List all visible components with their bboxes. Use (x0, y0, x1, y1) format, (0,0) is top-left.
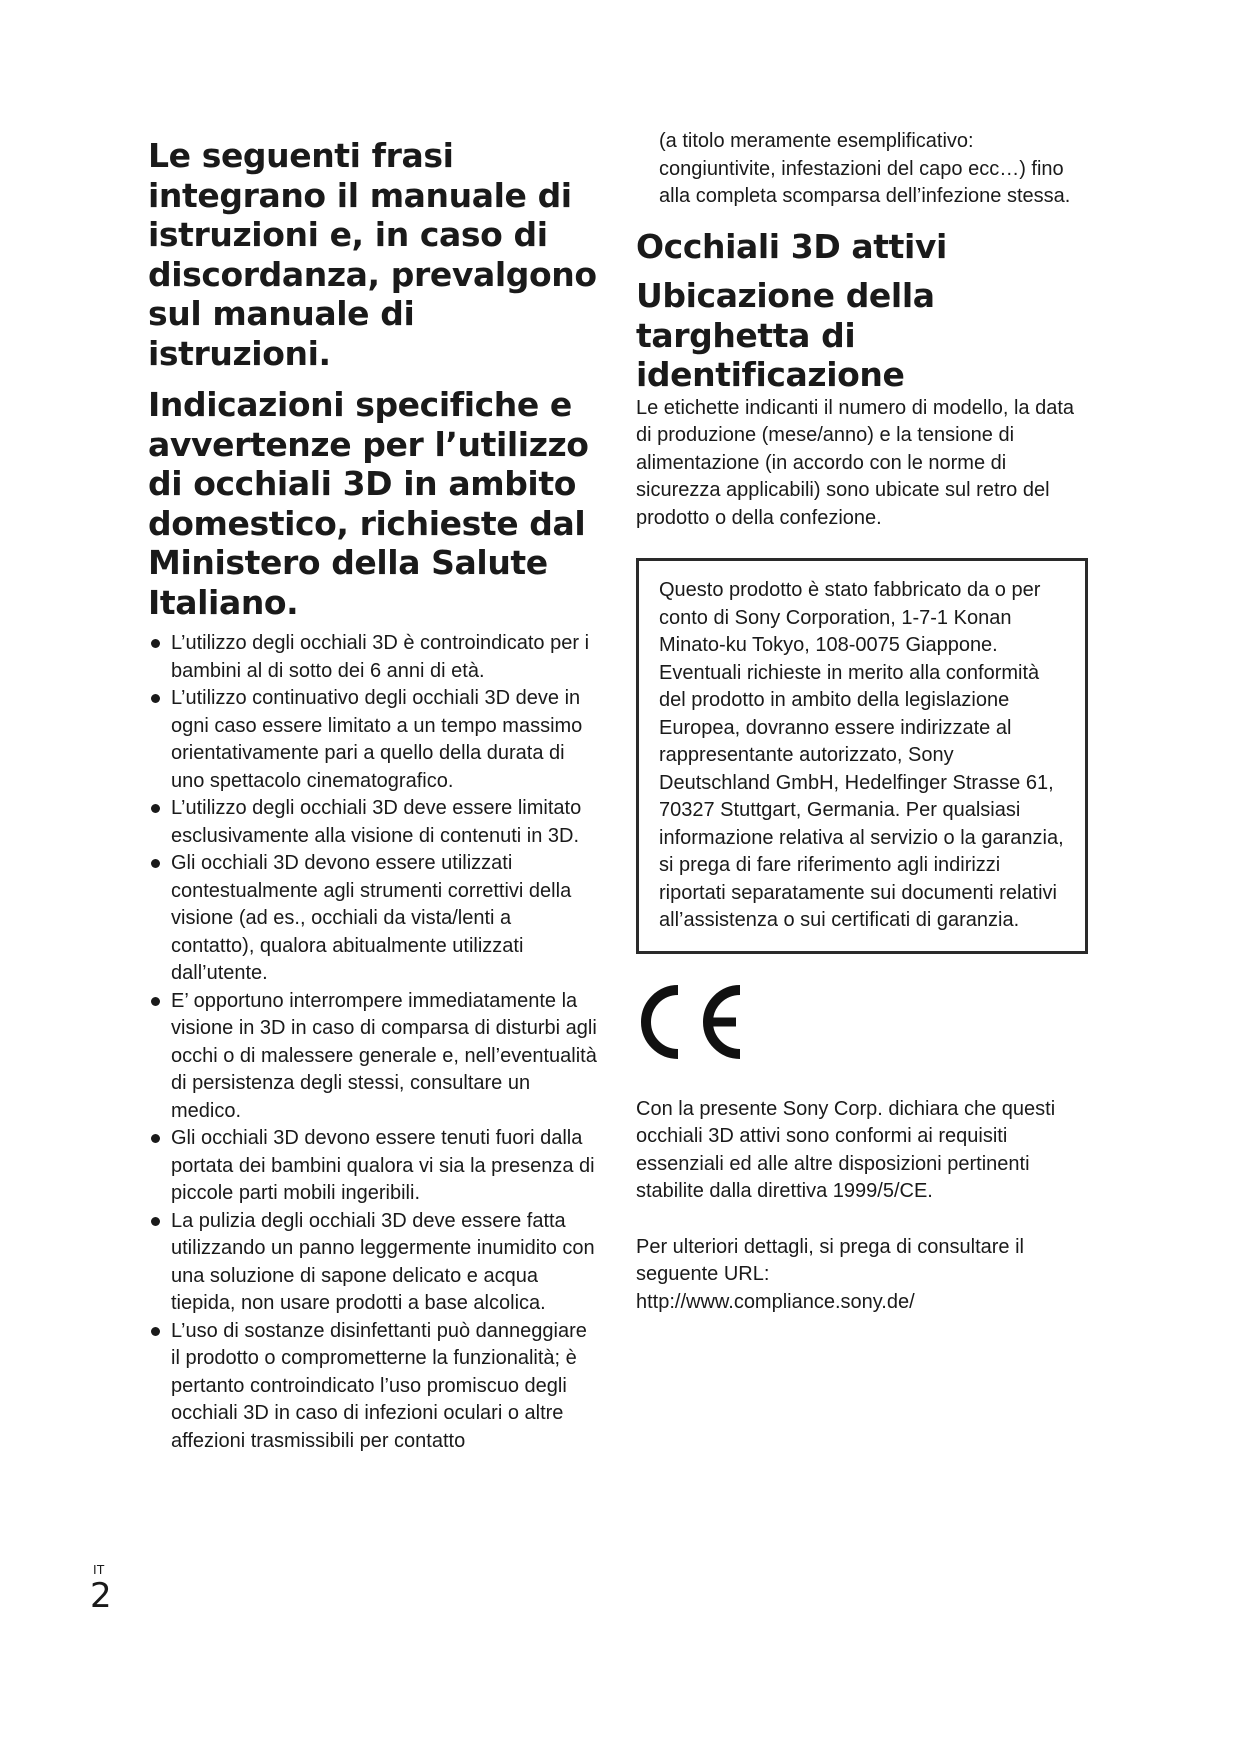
page-language-code: IT (93, 1562, 105, 1577)
intro-heading: Le seguenti frasi integrano il manuale di istruzioni e, in caso di discordanza, prevalgono sul manuale di istruzioni. (148, 136, 597, 373)
declaration-paragraph: Con la presente Sony Corp. dichiara che questi occhiali 3D attivi sono conformi ai requisiti essenziali ed alle altre disposizioni pertinenti stabilite dalla direttiva 1999/5/CE. (636, 1097, 1056, 1202)
labels-paragraph: Le etichette indicanti il numero di modello, la data di produzione (mese/anno) e la tensione di alimentazione (in accordo con le norme di sicurezza applicabili) sono ubicate sul retro del prodotto o della confezione. (636, 396, 1075, 529)
list-item: L’utilizzo degli occhiali 3D deve essere limitato esclusivamente alla visione di contenuti in 3D. (148, 795, 600, 850)
list-item: L’utilizzo continuativo degli occhiali 3D deve in ogni caso essere limitato a un tempo massimo orientativamente pari a quello della durata di uno spettacolo cinematografico. (148, 685, 600, 795)
bullet-continuation: (a titolo meramente esemplificativo: congiuntivite, infestazioni del capo ecc…) fino alla completa scomparsa dell’infezione stessa. (659, 130, 1071, 207)
ubicazione-heading: Ubicazione della targhetta di identificazione (636, 276, 935, 394)
right-column (636, 128, 1088, 1316)
manufacturer-text: Questo prodotto è stato fabbricato da o per conto di Sony Corporation, 1-7-1 Konan Minato-ku Tokyo, 108-0075 Giappone. Eventuali richieste in merito alla conformità del prodotto in ambito della legislazione Europea, dovranno essere indirizzate al rappresentante autorizzato, Sony Deutschland GmbH, Hedelfinger Strasse 61, 70327 Stuttgart, Germania. Per qualsiasi informazione relativa al servizio o la garanzia, si prega di fare riferimento agli indirizzi riportati separatamente sui documenti relativi all’assistenza o sui certificati di garanzia. (659, 579, 1064, 931)
page-number: 2 (90, 1576, 112, 1616)
list-item: La pulizia degli occhiali 3D deve essere fatta utilizzando un panno leggermente inumidito con una soluzione di sapone delicato e acqua tiepida, non usare prodotti a base alcolica. (148, 1208, 600, 1318)
warnings-list (148, 630, 600, 1455)
url-intro: Per ulteriori dettagli, si prega di consultare il seguente URL: (636, 1235, 1024, 1285)
ce-mark-icon (636, 978, 748, 1066)
list-item: E’ opportuno interrompere immediatamente la visione in 3D in caso di comparsa di disturbi agli occhi o di malessere generale e, nell’eventualità di persistenza degli stessi, consultare un medico. (148, 988, 600, 1126)
warnings-heading: Indicazioni specifiche e avvertenze per l’utilizzo di occhiali 3D in ambito domestico, richieste dal Ministero della Salute Italiano. (148, 385, 589, 622)
list-item: L’utilizzo degli occhiali 3D è controindicato per i bambini al di sotto dei 6 anni di età. (148, 630, 600, 685)
manufacturer-box (636, 558, 1088, 954)
list-item: Gli occhiali 3D devono essere tenuti fuori dalla portata dei bambini qualora vi sia la presenza di piccole parti mobili ingeribili. (148, 1125, 600, 1208)
occhiali-heading: Occhiali 3D attivi (636, 226, 947, 266)
left-column (148, 136, 600, 1455)
compliance-url[interactable]: http://www.compliance.sony.de/ (636, 1290, 915, 1313)
list-item: Gli occhiali 3D devono essere utilizzati contestualmente agli strumenti correttivi della visione (ad es., occhiali da vista/lenti a contatto), qualora abitualmente utilizzati dall’utente. (148, 850, 600, 988)
list-item: L’uso di sostanze disinfettanti può danneggiare il prodotto o comprometterne la funzionalità; è pertanto controindicato l’uso promiscuo degli occhiali 3D in caso di infezioni oculari o altre affezioni trasmissibili per contatto (148, 1318, 600, 1456)
